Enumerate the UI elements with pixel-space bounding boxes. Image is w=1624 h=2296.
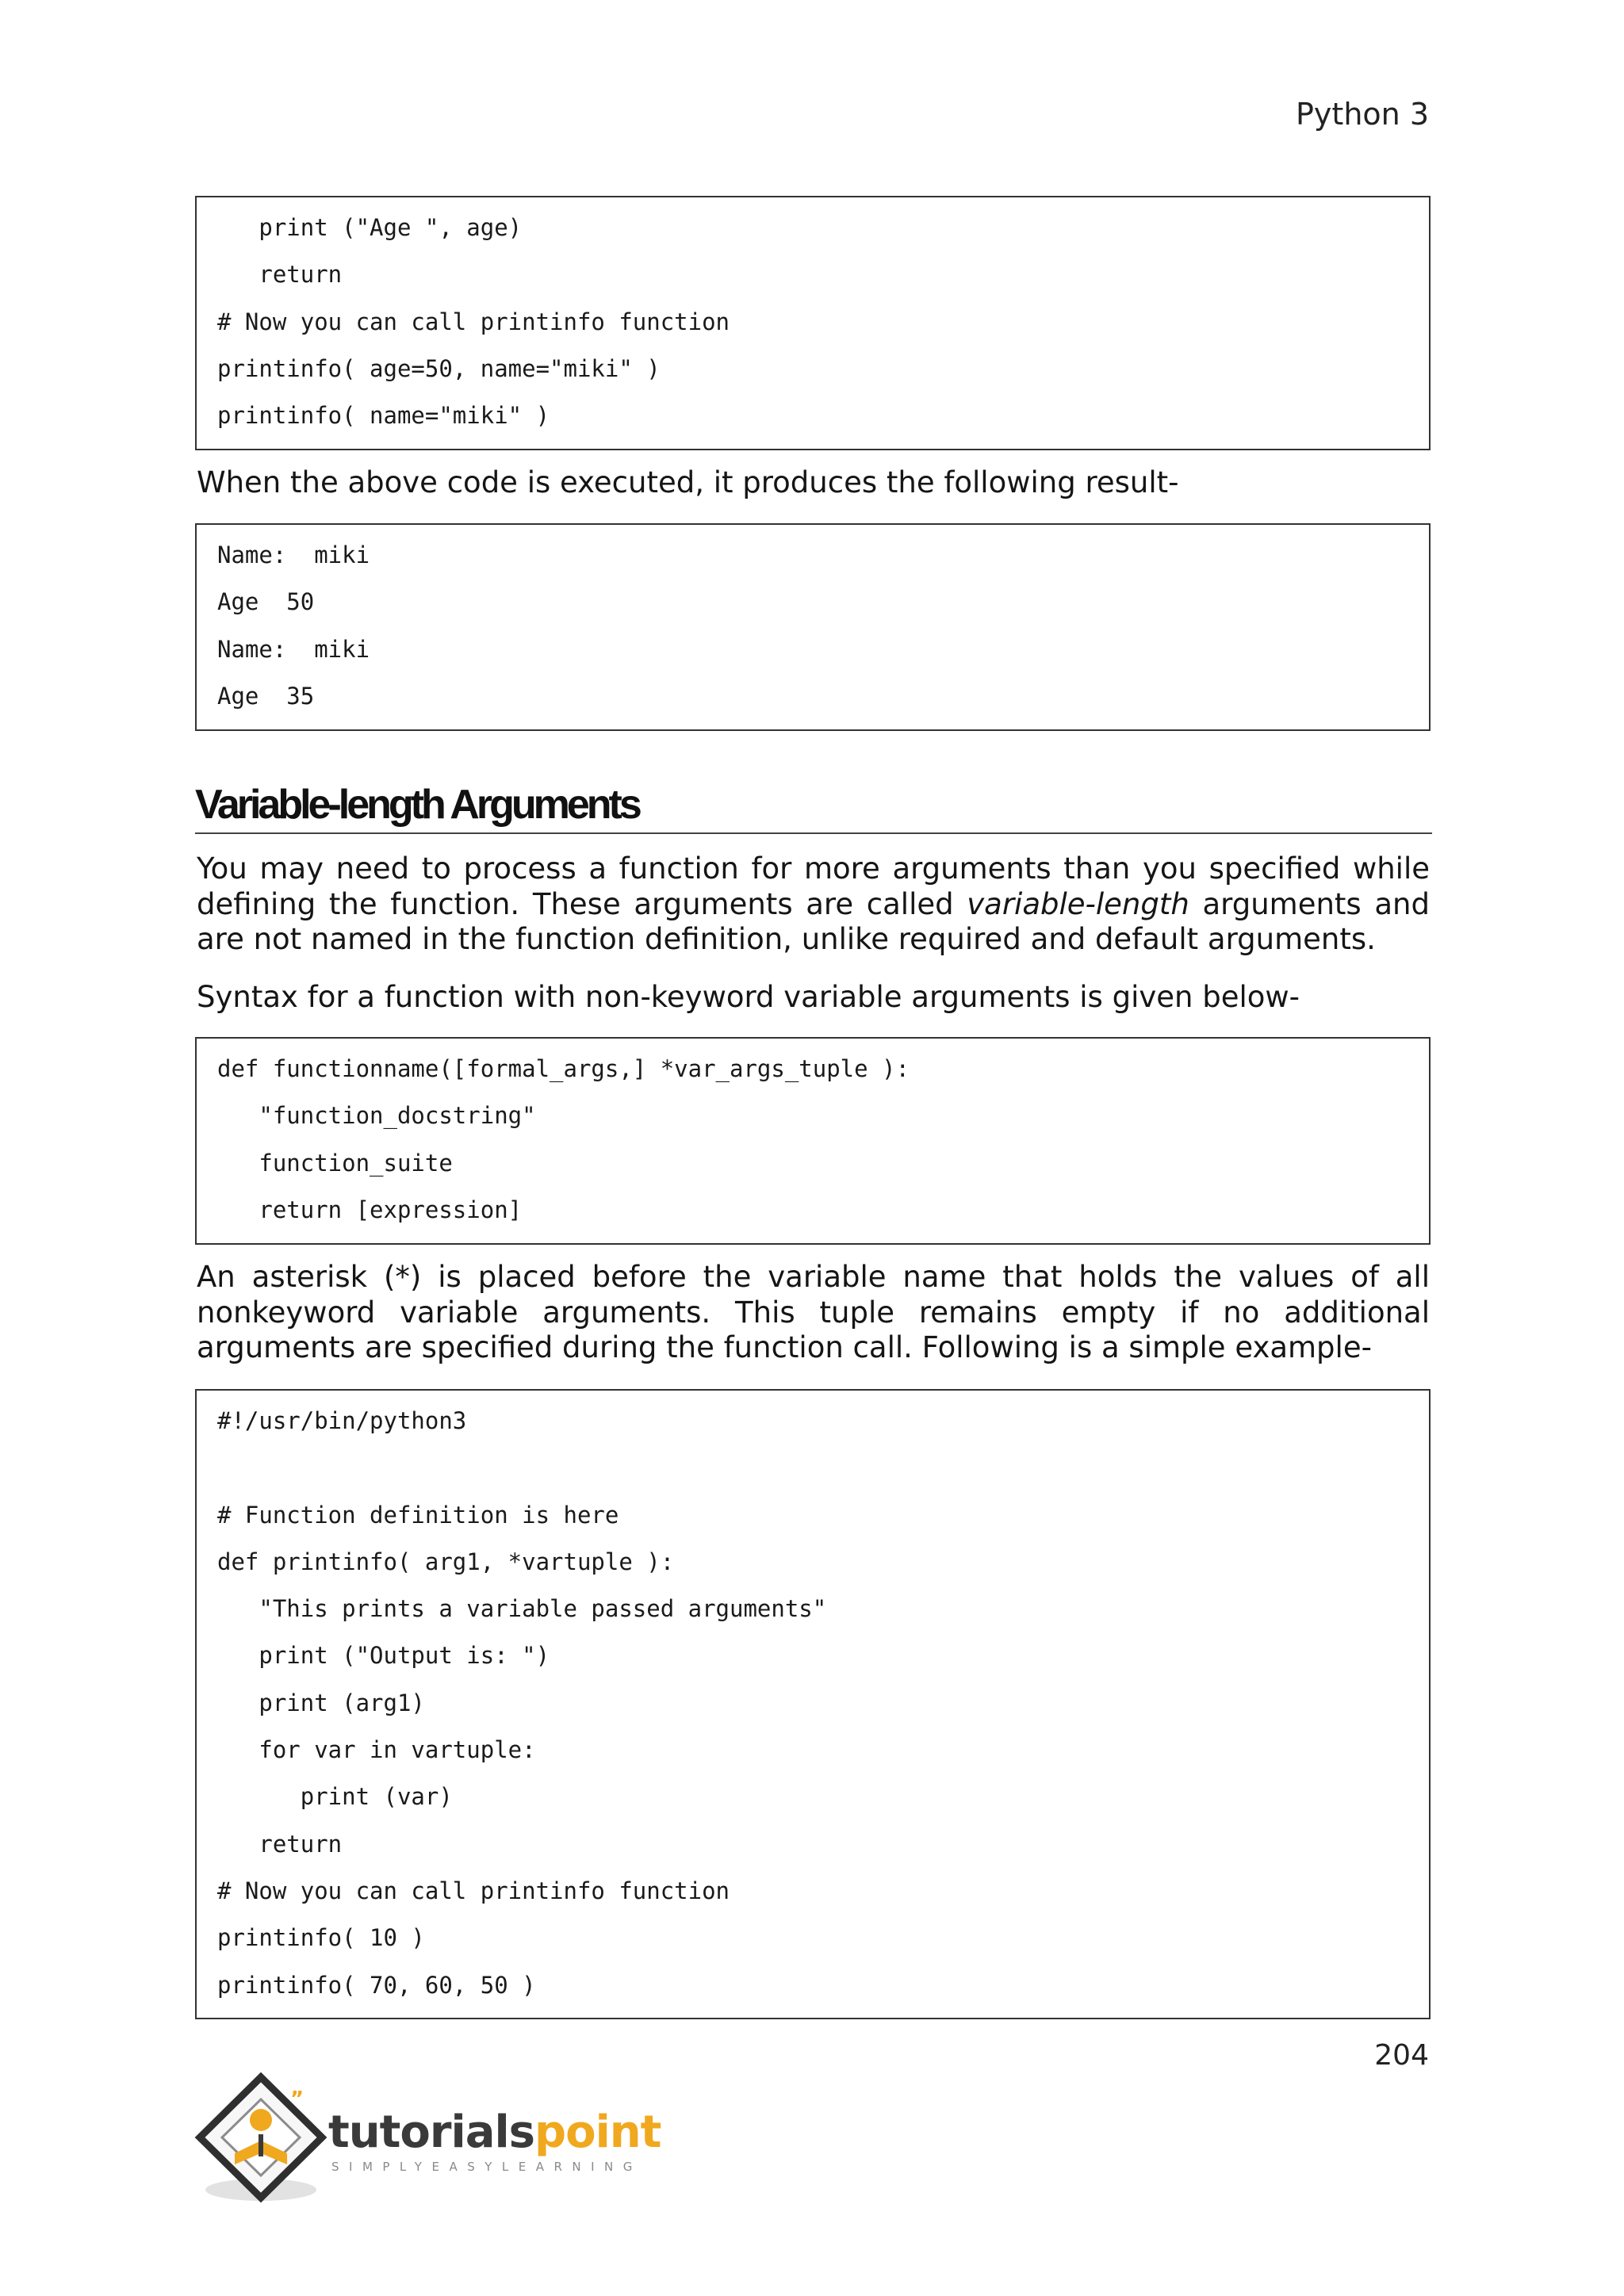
code-line: printinfo( 10 ) — [217, 1924, 425, 1952]
example-code-block — [195, 1389, 1431, 2019]
code-line: "This prints a variable passed arguments" — [217, 1595, 827, 1623]
code-line: # Function definition is here — [217, 1501, 619, 1529]
code-line: return — [217, 261, 343, 289]
code-line: return — [217, 1830, 343, 1858]
code-line: printinfo( 70, 60, 50 ) — [217, 1971, 536, 1999]
asterisk-paragraph: An asterisk (*) is placed before the variable name that holds the values of all nonkeyword variable arguments. This tuple remains empty if no additional arguments are specified during the function call. Following is a simple example- — [197, 1260, 1430, 1364]
code-line: #!/usr/bin/python3 — [217, 1407, 467, 1434]
code-line: print ("Output is: ") — [217, 1642, 550, 1670]
intro-emphasis: variable-length — [967, 886, 1189, 921]
code-block-continued — [195, 196, 1431, 450]
code-line: for var in vartuple: — [217, 1736, 536, 1764]
code-line: def functionname([formal_args,] *var_args_tuple ): — [217, 1055, 910, 1082]
logo-diamond-icon — [193, 2071, 332, 2206]
intro-text-start: You may need to process a function for more arguments than you specified while defining the function. These arguments are called — [197, 851, 1430, 921]
code-line: return [expression] — [217, 1196, 523, 1223]
code-line: printinfo( age=50, name="miki" ) — [217, 354, 661, 382]
result-intro-paragraph: When the above code is executed, it produces the following result- — [197, 465, 1179, 499]
code-line: # Now you can call printinfo function — [217, 1877, 730, 1904]
syntax-intro-paragraph: Syntax for a function with non-keyword variable arguments is given below- — [197, 980, 1300, 1014]
running-header: Python 3 — [1296, 97, 1429, 132]
code-line: print ("Age ", age) — [217, 214, 523, 241]
code-line — [217, 1453, 1429, 1500]
output-line: Name: miki — [217, 541, 370, 568]
output-line: Age 35 — [217, 682, 315, 710]
logo-wordmark-accent: point — [534, 2107, 661, 2158]
code-line: "function_docstring" — [217, 1102, 536, 1130]
logo-tagline: SIMPLYEASYLEARNING — [331, 2160, 642, 2174]
page-number: 204 — [1374, 2039, 1429, 2072]
code-line: print (var) — [217, 1783, 453, 1811]
code-line: def printinfo( arg1, *vartuple ): — [217, 1548, 675, 1575]
code-line: # Now you can call printinfo function — [217, 308, 730, 335]
svg-text:”: ” — [290, 2087, 304, 2111]
code-line: print (arg1) — [217, 1689, 425, 1716]
intro-paragraph — [197, 851, 1430, 958]
output-line: Age 50 — [217, 588, 315, 616]
intro-text-end: arguments and are not named in the function definition, unlike required and default arguments. — [197, 886, 1430, 956]
logo-wordmark-dark: tutorials — [328, 2107, 535, 2158]
tutorialspoint-logo — [193, 2071, 669, 2206]
section-heading: Variable-length Arguments — [195, 775, 1432, 834]
logo-wordmark — [328, 2109, 661, 2156]
code-line: function_suite — [217, 1149, 453, 1177]
output-line: Name: miki — [217, 635, 370, 663]
output-block — [195, 523, 1431, 731]
syntax-code-block — [195, 1037, 1431, 1245]
code-line: printinfo( name="miki" ) — [217, 402, 550, 430]
